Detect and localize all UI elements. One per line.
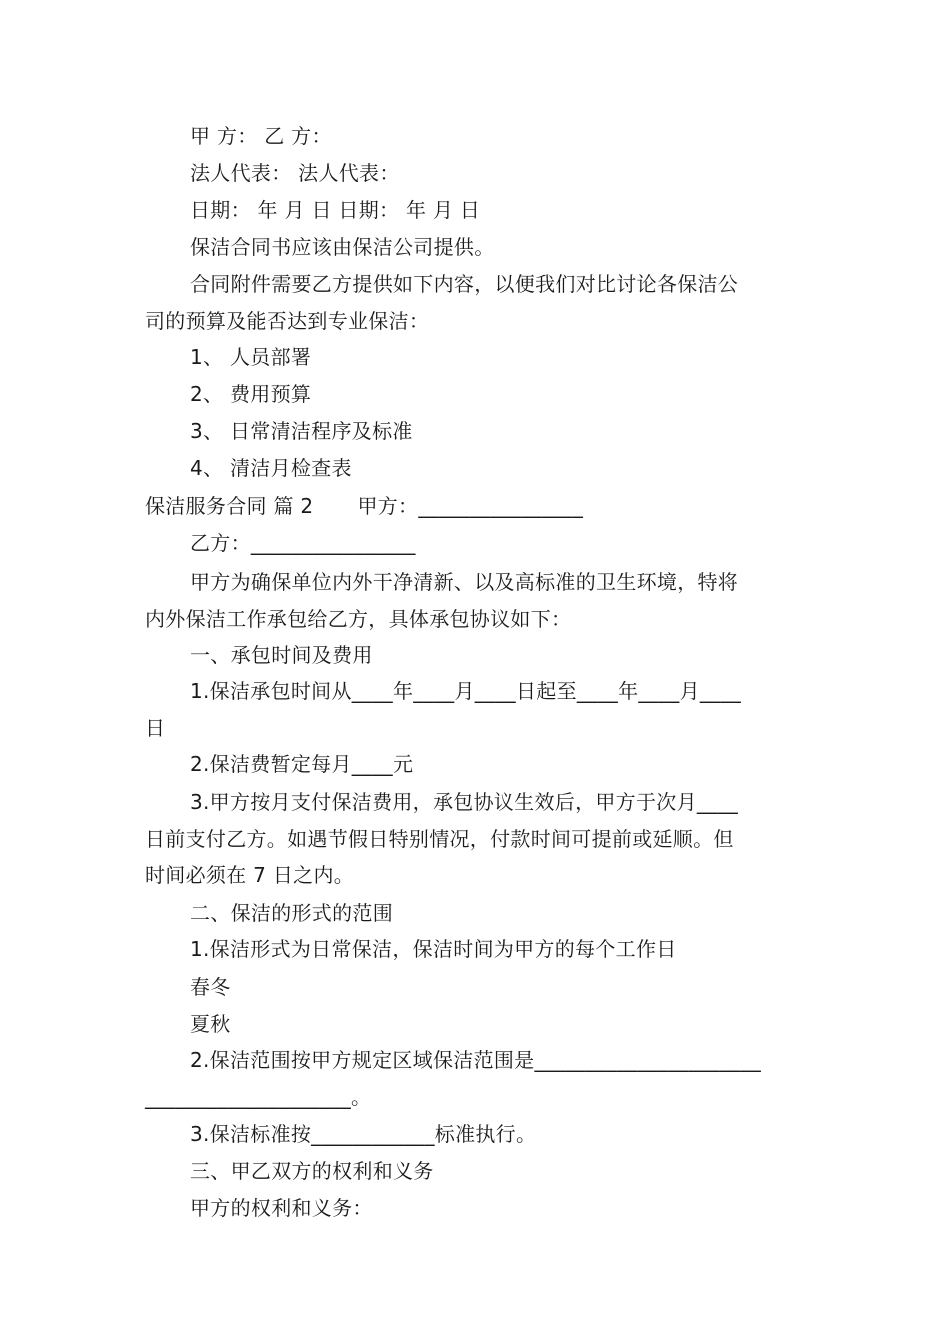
party-a-field: 甲方：________________ <box>357 494 584 518</box>
section-2-item-3: 3.保洁标准按____________标准执行。 <box>190 1122 537 1146</box>
section-1-item-1: 1.保洁承包时间从____年____月____日起至____年____月____ <box>190 679 742 703</box>
section-1-item-2: 2.保洁费暂定每月____元 <box>190 752 414 776</box>
section-1-title: 一、承包时间及费用 <box>190 643 373 667</box>
contract-title: 保洁服务合同 篇 2 <box>145 494 314 518</box>
section-2-spring: 春冬 <box>190 975 231 999</box>
section-1-item-3: 3.甲方按月支付保洁费用，承包协议生效后，甲方于次月____ <box>190 790 739 814</box>
section-1-item-3-cont: 日前支付乙方。如遇节假日特别情况，付款时间可提前或延顺。但 <box>145 827 734 851</box>
attachment-item: 1、 人员部署 <box>190 345 312 369</box>
attachment-item: 4、 清洁月检查表 <box>190 456 352 480</box>
attachment-intro-line-2: 司的预算及能否达到专业保洁： <box>145 309 430 333</box>
section-2-title: 二、保洁的形式的范围 <box>190 901 393 925</box>
section-2-item-2: 2.保洁范围按甲方规定区域保洁范围是______________________ <box>190 1048 762 1072</box>
section-2-item-2-cont: ____________________。 <box>145 1085 372 1109</box>
contract-2-title <box>145 492 583 520</box>
section-3-title: 三、甲乙双方的权利和义务 <box>190 1159 434 1183</box>
note-line: 保洁合同书应该由保洁公司提供。 <box>190 235 495 259</box>
attachment-intro-line-1: 合同附件需要乙方提供如下内容，以便我们对比讨论各保洁公 <box>190 272 739 296</box>
party-b-field: 乙方：________________ <box>190 531 416 555</box>
section-2-summer: 夏秋 <box>190 1012 231 1036</box>
attachment-item: 3、 日常清洁程序及标准 <box>190 419 413 443</box>
date-line: 日期： 年 月 日 日期： 年 月 日 <box>190 198 481 222</box>
intro-line-2: 内外保洁工作承包给乙方，具体承包协议如下： <box>145 607 572 631</box>
legal-rep-line: 法人代表： 法人代表： <box>190 161 400 185</box>
intro-line-1: 甲方为确保单位内外干净清新、以及高标准的卫生环境，特将 <box>190 570 739 594</box>
party-line: 甲 方： 乙 方： <box>190 124 332 148</box>
attachment-item: 2、 费用预算 <box>190 382 312 406</box>
section-1-item-3-cont: 时间必须在 7 日之内。 <box>145 863 355 887</box>
section-1-item-1-cont: 日 <box>145 716 166 740</box>
section-3-party-a: 甲方的权利和义务： <box>190 1196 373 1220</box>
section-2-item-1: 1.保洁形式为日常保洁，保洁时间为甲方的每个工作日 <box>190 937 677 961</box>
